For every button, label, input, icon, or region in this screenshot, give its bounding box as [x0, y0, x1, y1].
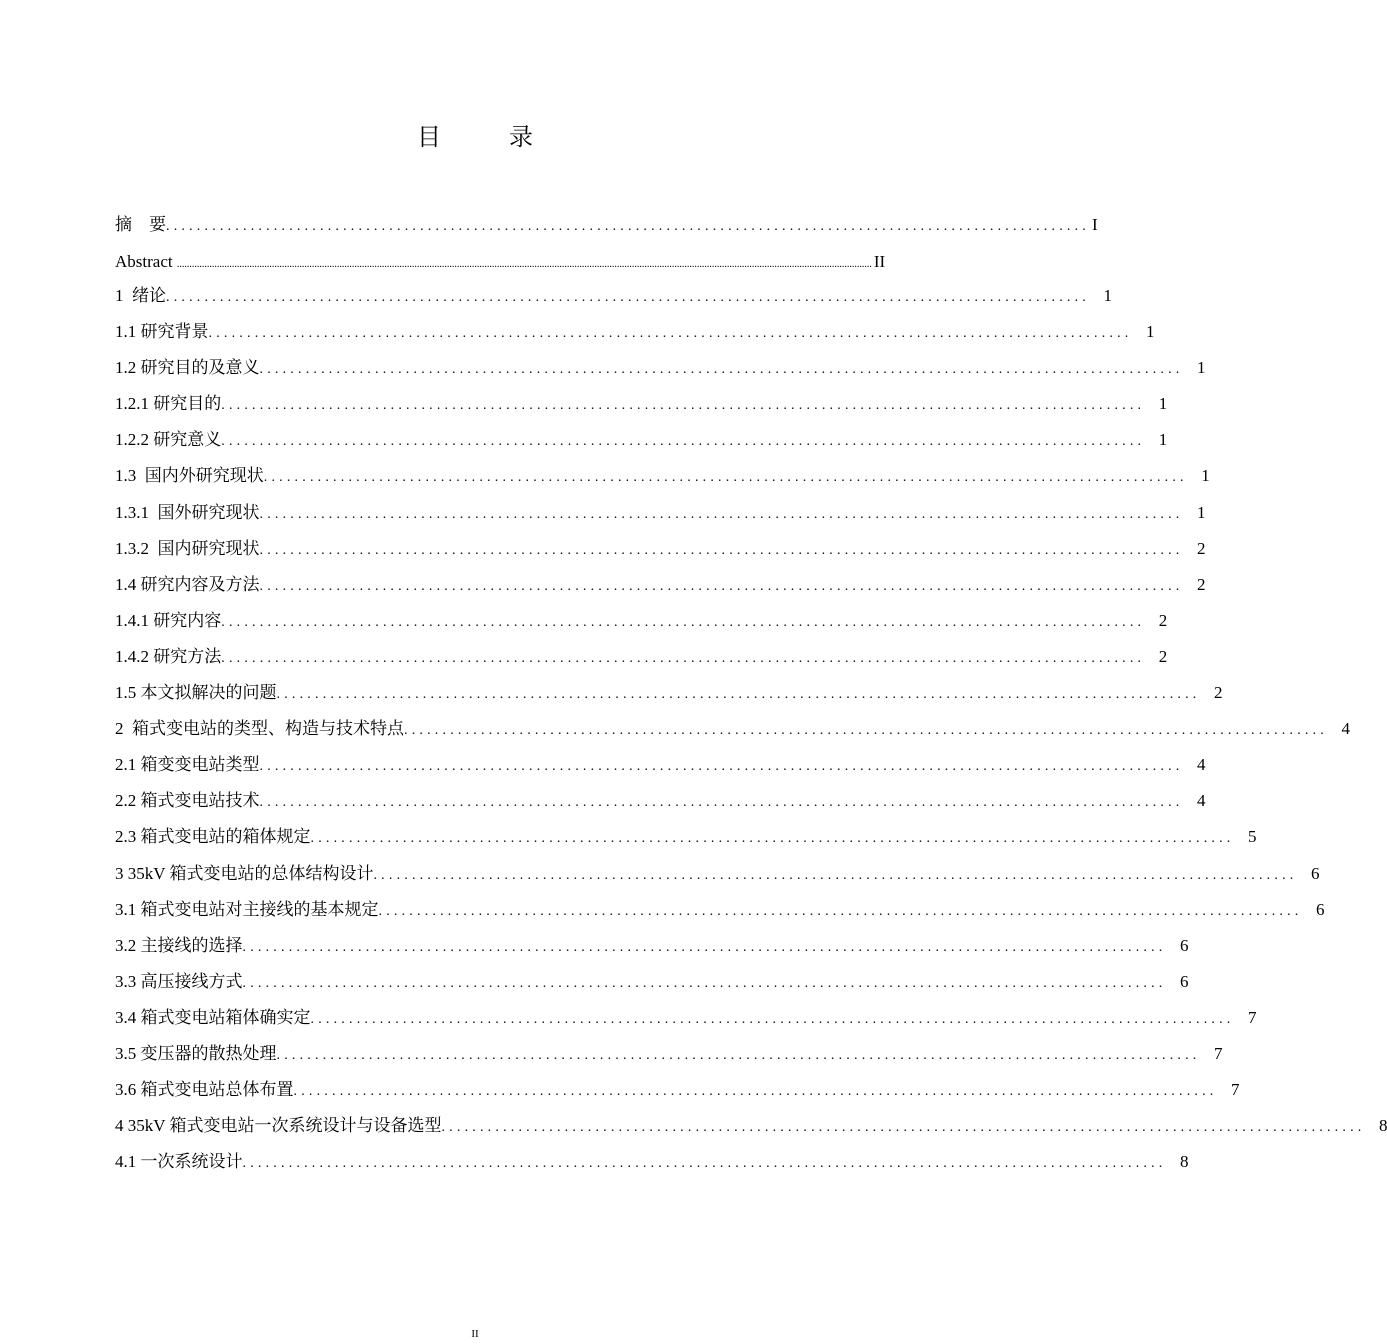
toc-leader-dots: ........................................................................................................................ [276, 1047, 1201, 1063]
toc-entry-page: 6 [1180, 971, 1189, 991]
toc-entry-label: 1.2.1 研究目的 [115, 394, 222, 414]
toc-entry-page: 6 [1310, 863, 1320, 883]
toc-entry-label: 1.4.2 研究方法 [115, 646, 222, 666]
toc-entry-page: II [873, 252, 886, 271]
toc-entry-label: 1.3 国内外研究现状 [115, 466, 264, 486]
toc-leader-dots: ........................................................................................................................ [259, 578, 1184, 594]
toc-leader-dots: ........................................................................................................................ [293, 1084, 1218, 1100]
toc-entry-page: 5 [1248, 827, 1257, 847]
toc-entry-label: 2 箱式变电站的类型、构造与技术特点 [115, 719, 404, 739]
toc-entry-page: 8 [1180, 1152, 1189, 1172]
toc-entry-label: 3 35kV 箱式变电站的总体结构设计 [115, 863, 374, 883]
toc-leader-dots: ........................................................................................................................ [242, 1156, 1167, 1172]
toc-entry-label: 3.5 变压器的散热处理 [115, 1043, 277, 1063]
page-title: 目 录 [417, 125, 555, 151]
toc-leader-dots: ........................................................................................................................ [404, 723, 1328, 739]
toc-entry-page: 2 [1197, 538, 1206, 558]
toc-entry-label: 2.1 箱变变电站类型 [115, 755, 260, 775]
toc-entry-label: 1.4.1 研究内容 [115, 610, 222, 630]
toc-entry-page: 6 [1180, 935, 1189, 955]
toc-entry-label: 1 绪论 [115, 286, 166, 305]
toc-entry-label: 3.3 高压接线方式 [115, 971, 243, 991]
toc-entry-label: 1.3.1 国外研究现状 [115, 502, 260, 522]
toc-entry-page: 2 [1158, 646, 1168, 666]
toc-leader-dots: ........................................................................................................................ [373, 867, 1298, 883]
toc-entry[interactable] [115, 499, 1206, 535]
toc-leader-dots: ........................................................................................................................ [310, 1011, 1235, 1027]
toc-leader-dots: ........................................................................................................................ [242, 975, 1167, 991]
toc-leader-dots: ........................................................................................................................ [310, 831, 1235, 847]
toc-entry-label: 1.2 研究目的及意义 [115, 358, 260, 378]
toc-leader-dots: ........................................................................................................................ [242, 939, 1167, 955]
toc-entry[interactable] [115, 1148, 1189, 1184]
toc-entry-page: 4 [1197, 755, 1206, 775]
toc-entry-page: 1 [1146, 322, 1155, 342]
toc-entry-page: 1 [1201, 466, 1210, 486]
toc-entry[interactable] [115, 896, 1325, 932]
toc-entry-label: 4 35kV 箱式变电站一次系统设计与设备选型 [115, 1116, 442, 1136]
toc-entry[interactable] [115, 390, 1168, 426]
toc-entry-label: 3.4 箱式变电站箱体确实定 [115, 1007, 311, 1027]
toc-entry-label: 1.2.2 研究意义 [115, 430, 222, 450]
toc-leader-dots: ........................................................................................................................ [166, 290, 1090, 305]
toc-entry[interactable] [115, 607, 1168, 643]
toc-leader-dots: ........................................................................................................................ [259, 542, 1184, 558]
table-of-contents [115, 211, 1387, 1184]
toc-entry-page: 1 [1158, 394, 1168, 414]
toc-entry-label: 1.3.2 国内研究现状 [115, 538, 260, 558]
toc-entry[interactable] [115, 932, 1189, 968]
toc-leader-dots: ........................................................................................................................ [221, 434, 1146, 450]
toc-entry-label: 2.2 箱式变电站技术 [115, 791, 260, 811]
toc-entry-page: 2 [1158, 610, 1168, 630]
toc-entry[interactable] [115, 968, 1189, 1004]
toc-leader-dots: ........................................................................................................................ [208, 326, 1133, 342]
toc-leader-dots: ........................................................................................................................ [221, 398, 1146, 414]
toc-entry[interactable] [115, 426, 1168, 462]
toc-entry-page: 1 [1197, 358, 1206, 378]
toc-entry-page: 2 [1197, 574, 1206, 594]
toc-entry[interactable] [115, 1004, 1257, 1040]
toc-entry-page: 6 [1316, 899, 1325, 919]
toc-leader-dots: ........................................................................................................................ [259, 506, 1184, 522]
toc-entry[interactable] [115, 535, 1206, 571]
toc-entry-label: 2.3 箱式变电站的箱体规定 [115, 827, 311, 847]
toc-entry[interactable] [115, 751, 1206, 787]
toc-entry[interactable] [115, 354, 1206, 390]
toc-entry[interactable] [115, 1112, 1387, 1148]
toc-entry-page: 7 [1231, 1080, 1240, 1100]
toc-entry[interactable] [115, 643, 1168, 679]
toc-entry[interactable] [115, 715, 1350, 751]
toc-leader-dots: ........................................................................................................................ [166, 219, 1090, 234]
toc-entry-label: 3.1 箱式变电站对主接线的基本规定 [115, 899, 379, 919]
toc-leader-dots: ........................................................................................................................ [378, 903, 1303, 919]
toc-entry[interactable] [115, 1040, 1223, 1076]
toc-entry-page: 7 [1248, 1007, 1257, 1027]
toc-entry-page: 4 [1341, 719, 1350, 739]
toc-entry[interactable] [115, 318, 1155, 354]
toc-entry-page: 7 [1214, 1043, 1223, 1063]
toc-entry-label: 1.1 研究背景 [115, 322, 209, 342]
toc-entry-page: 1 [1103, 286, 1112, 305]
toc-entry[interactable] [115, 571, 1206, 607]
toc-entry[interactable] [115, 462, 1210, 498]
toc-leader-dots: ........................................................................................................................ [221, 614, 1146, 630]
toc-leader-dots: ........................................................................................................................ [263, 470, 1188, 486]
toc-leader-dots: ........................................................................................................................ [259, 759, 1184, 775]
toc-entry[interactable] [115, 679, 1223, 715]
toc-leader-dots: ........................................................................................................................ [441, 1120, 1366, 1136]
toc-entry-page: I [1092, 215, 1098, 234]
toc-entry-page: 1 [1197, 502, 1206, 522]
toc-entry-page: 1 [1158, 430, 1168, 450]
toc-entry[interactable] [115, 1076, 1240, 1112]
toc-entry[interactable] [115, 787, 1206, 823]
toc-entry[interactable] [115, 248, 886, 282]
toc-entry-label: 1.4 研究内容及方法 [115, 574, 260, 594]
toc-entry-label: 摘 要 [115, 215, 166, 234]
toc-entry-page: 2 [1214, 683, 1223, 703]
toc-entry[interactable] [115, 823, 1257, 859]
toc-leader-dots: ........................................................................................................................ [221, 650, 1146, 666]
toc-leader-dots: ........................................................................................................................ [259, 795, 1184, 811]
footer-page-number: II [471, 1328, 479, 1340]
toc-entry[interactable] [115, 211, 1098, 248]
toc-entry-label: 3.2 主接线的选择 [115, 935, 243, 955]
toc-entry-page: 4 [1197, 791, 1206, 811]
toc-entry[interactable] [115, 282, 1112, 318]
toc-entry[interactable] [115, 860, 1320, 896]
toc-entry-label: 4.1 一次系统设计 [115, 1152, 243, 1172]
toc-entry-label: Abstract [115, 252, 177, 271]
toc-leader-dots: ...................................................................................................................................................................................................................................................................................... [176, 259, 872, 270]
toc-leader-dots: ........................................................................................................................ [276, 687, 1201, 703]
toc-entry-label: 3.6 箱式变电站总体布置 [115, 1080, 294, 1100]
toc-entry-page: 8 [1378, 1116, 1387, 1136]
toc-entry-label: 1.5 本文拟解决的问题 [115, 683, 277, 703]
toc-leader-dots: ........................................................................................................................ [259, 362, 1184, 378]
